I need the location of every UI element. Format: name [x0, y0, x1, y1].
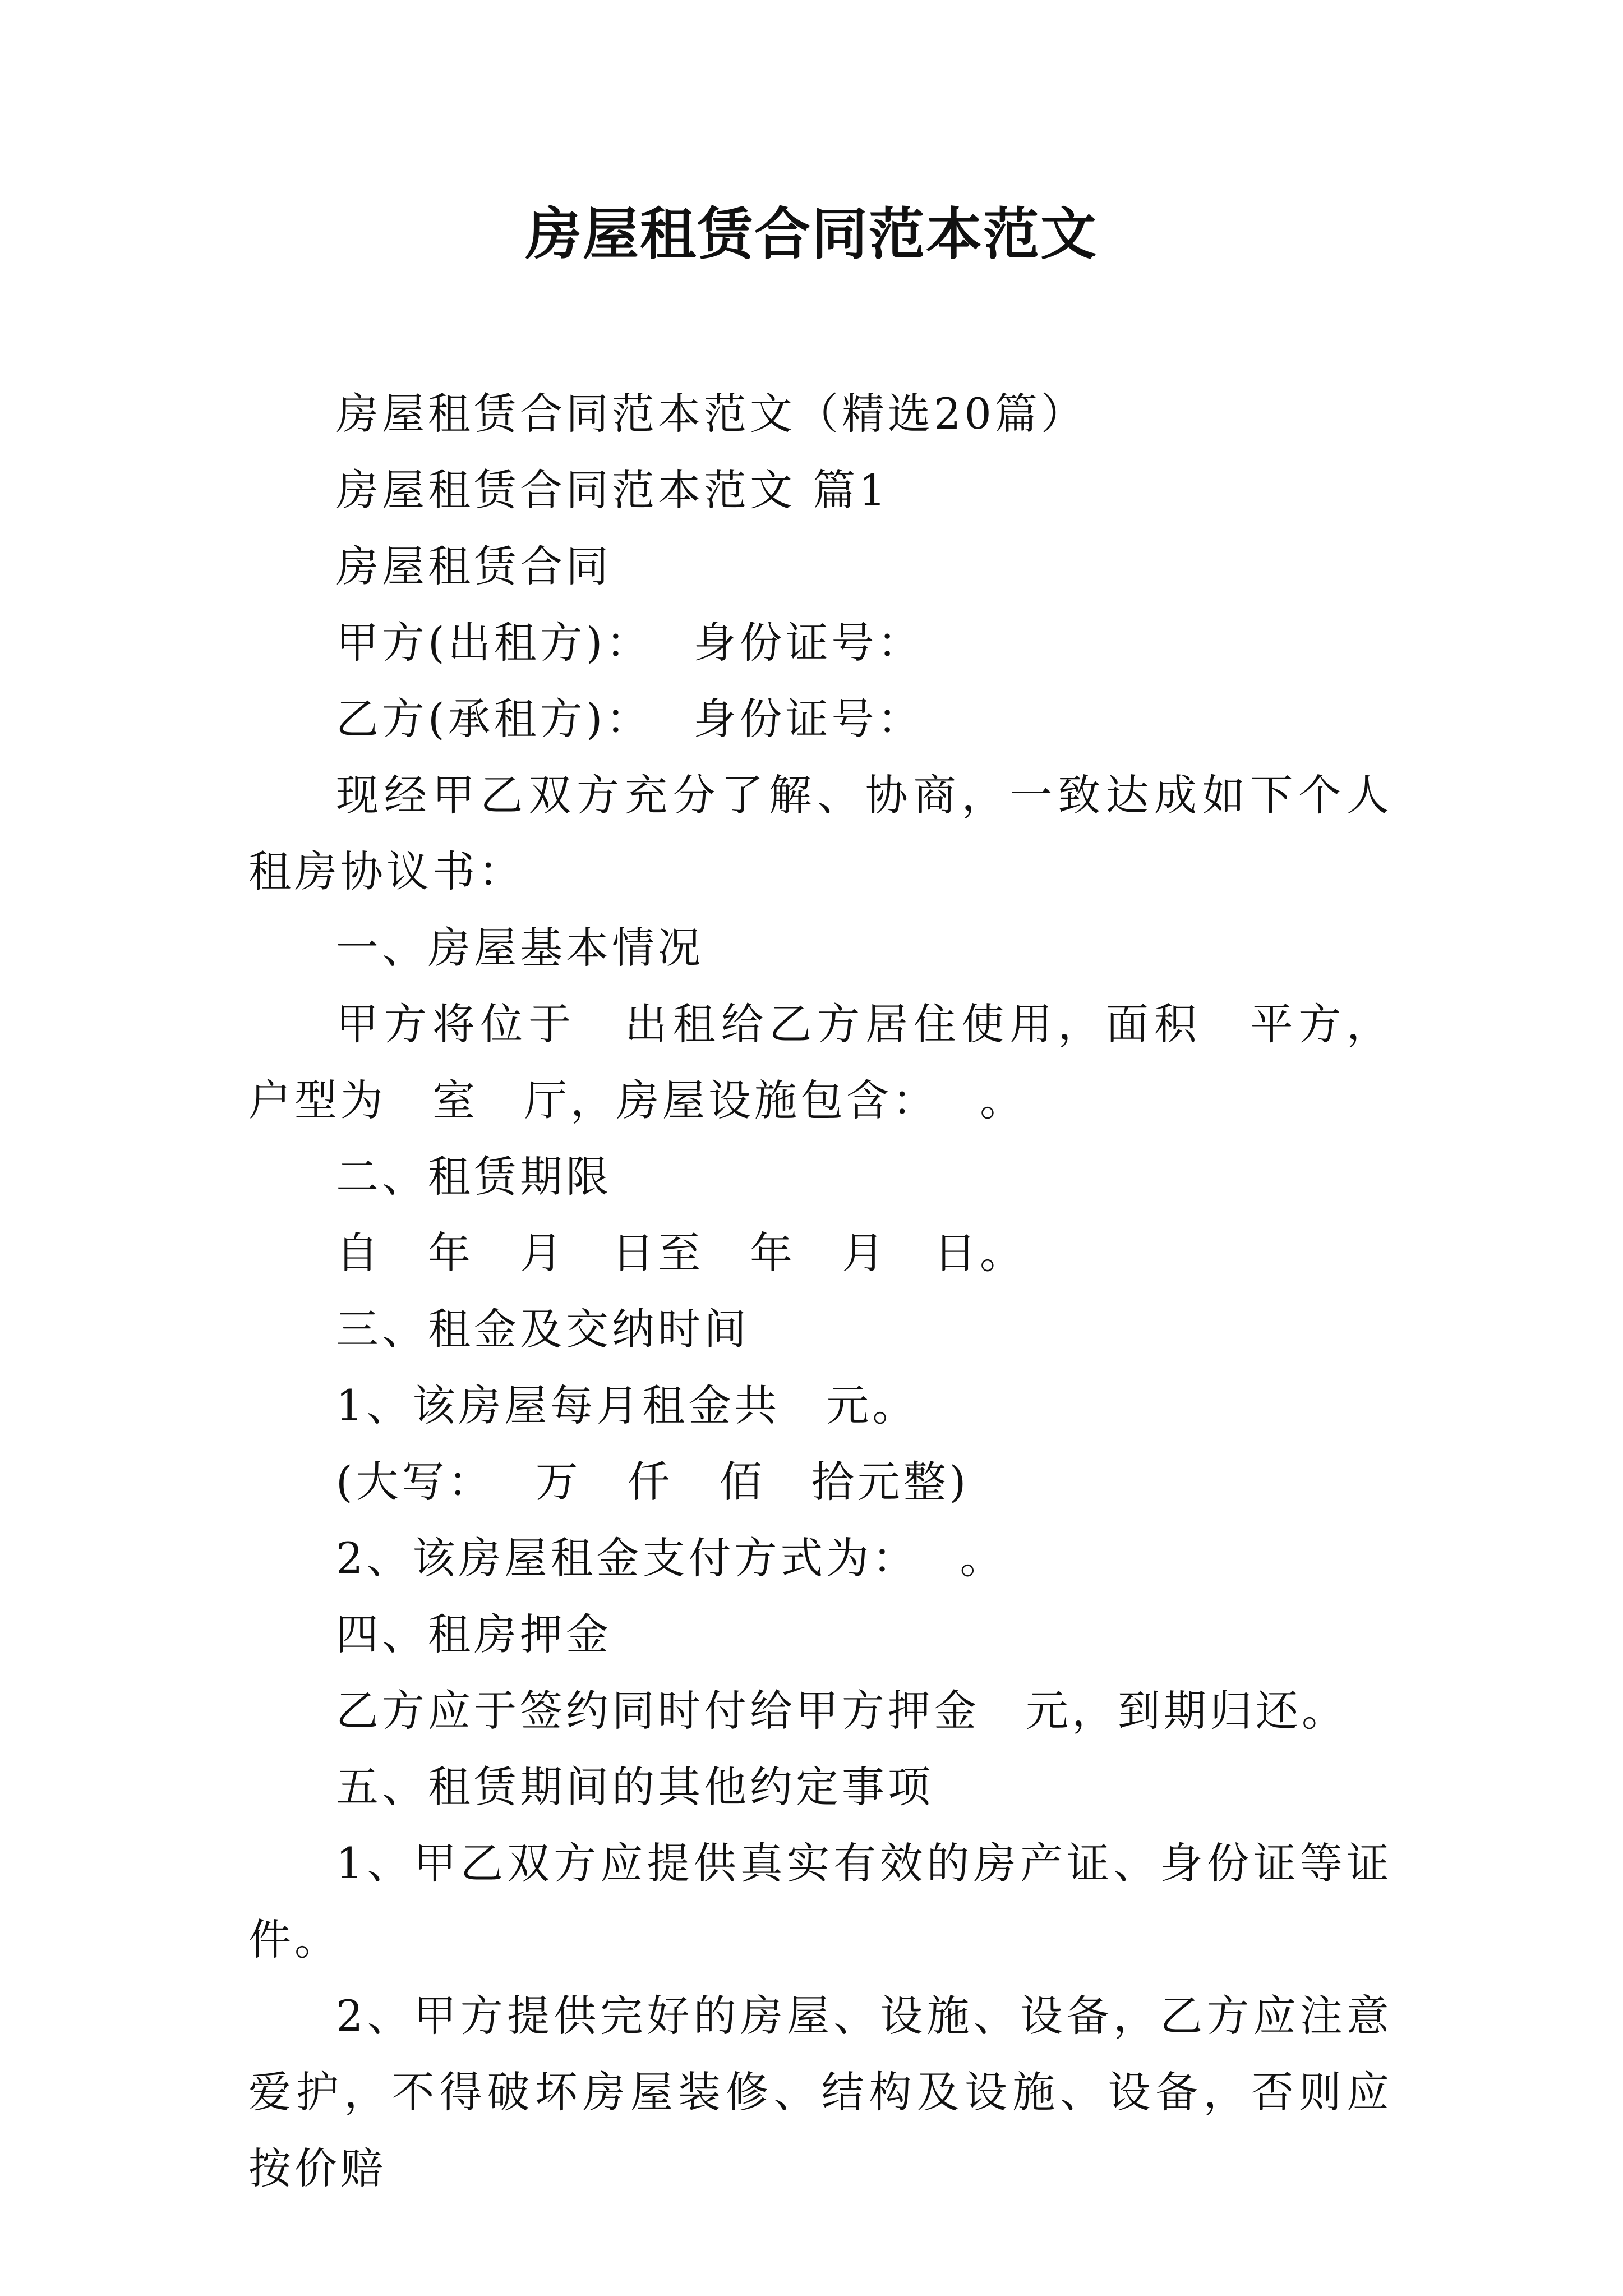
- paragraph-party-a: 甲方(出租方)： 身份证号：: [336, 618, 924, 668]
- paragraph-clause-5-item-1: 1、甲乙双方应提供真实有效的房产证、身份证等证件。: [248, 1838, 1393, 1964]
- paragraph-clause-4-heading: 四、租房押金: [336, 1609, 612, 1659]
- paragraph-clause-3-item-2: 2、该房屋租金支付方式为： 。: [336, 1533, 1006, 1583]
- paragraph-clause-5-item-2: 2、甲方提供完好的房屋、设施、设备，乙方应注意爱护，不得破坏房屋装修、结构及设施、设备，否则应按价赔: [248, 1991, 1393, 2193]
- paragraph-clause-3-heading: 三、租金及交纳时间: [336, 1304, 750, 1354]
- paragraph-preamble: 现经甲乙双方充分了解、协商，一致达成如下个人租房协议书：: [248, 770, 1393, 896]
- paragraph-clause-4-body: 乙方应于签约同时付给甲方押金 元，到期归还。: [336, 1686, 1348, 1736]
- paragraph-clause-2-heading: 二、租赁期限: [336, 1152, 612, 1202]
- paragraph-subtitle: 房屋租赁合同范本范文（精选20篇）: [336, 389, 1087, 439]
- paragraph-clause-3-amount-words: (大写： 万 仟 佰 拾元整): [336, 1457, 970, 1507]
- paragraph-clause-3-item-1: 1、该房屋每月租金共 元。: [336, 1381, 919, 1430]
- paragraph-party-b: 乙方(承租方)： 身份证号：: [336, 694, 924, 744]
- document-title: 房屋租赁合同范本范文: [525, 201, 1098, 267]
- paragraph-section-heading: 房屋租赁合同范本范文 篇1: [336, 465, 889, 515]
- document-body: [248, 376, 1393, 2207]
- paragraph-clause-1-body: 甲方将位于 出租给乙方居住使用，面积 平方，户型为 室 厅，房屋设施包含： 。: [248, 999, 1393, 1125]
- paragraph-contract-name: 房屋租赁合同: [336, 541, 612, 591]
- paragraph-clause-1-heading: 一、房屋基本情况: [336, 923, 704, 973]
- paragraph-clause-5-heading: 五、租赁期间的其他约定事项: [336, 1762, 934, 1812]
- paragraph-clause-2-body: 自 年 月 日至 年 月 日。: [336, 1228, 1026, 1278]
